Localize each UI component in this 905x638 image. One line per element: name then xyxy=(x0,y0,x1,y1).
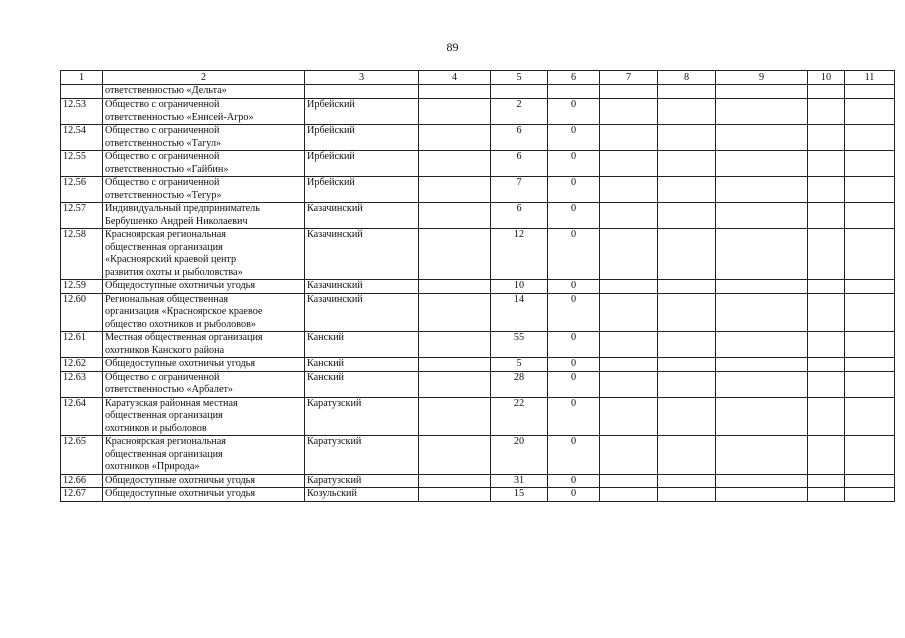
column-11-cell xyxy=(845,177,895,203)
table-row xyxy=(61,125,895,151)
row-number-cell: 12.53 xyxy=(61,99,103,125)
organization-name-cell: Общество с ограниченной ответственностью «Тегур» xyxy=(103,177,305,203)
organization-name-cell: Индивидуальный предприниматель Бербушенко Андрей Николаевич xyxy=(103,203,305,229)
organization-name-cell: Общедоступные охотничьи угодья xyxy=(103,280,305,294)
column-5-cell: 7 xyxy=(491,177,548,203)
column-9-cell xyxy=(716,358,808,372)
column-5-cell: 6 xyxy=(491,125,548,151)
column-8-cell xyxy=(658,125,716,151)
district-cell: Канский xyxy=(305,371,419,397)
row-number-cell: 12.57 xyxy=(61,203,103,229)
data-table xyxy=(60,70,895,502)
column-7-cell xyxy=(600,125,658,151)
district-cell xyxy=(305,85,419,99)
column-9-cell xyxy=(716,99,808,125)
column-header: 10 xyxy=(808,71,845,85)
column-7-cell xyxy=(600,371,658,397)
district-cell: Ирбейский xyxy=(305,177,419,203)
column-5-cell: 22 xyxy=(491,397,548,436)
column-4-cell xyxy=(419,85,491,99)
column-6-cell: 0 xyxy=(548,371,600,397)
column-6-cell: 0 xyxy=(548,203,600,229)
district-cell: Ирбейский xyxy=(305,151,419,177)
column-11-cell xyxy=(845,280,895,294)
column-8-cell xyxy=(658,203,716,229)
organization-name-cell: Красноярская региональная общественная организация охотников «Природа» xyxy=(103,436,305,475)
column-10-cell xyxy=(808,125,845,151)
row-number-cell: 12.67 xyxy=(61,488,103,502)
column-5-cell xyxy=(491,85,548,99)
column-6-cell: 0 xyxy=(548,397,600,436)
column-7-cell xyxy=(600,99,658,125)
page-number: 89 xyxy=(446,40,459,54)
column-7-cell xyxy=(600,358,658,372)
column-11-cell xyxy=(845,151,895,177)
column-4-cell xyxy=(419,436,491,475)
column-7-cell xyxy=(600,397,658,436)
column-8-cell xyxy=(658,229,716,280)
column-4-cell xyxy=(419,177,491,203)
column-8-cell xyxy=(658,332,716,358)
column-8-cell xyxy=(658,358,716,372)
district-cell: Каратузский xyxy=(305,397,419,436)
table-body xyxy=(61,85,895,502)
column-7-cell xyxy=(600,151,658,177)
column-10-cell xyxy=(808,99,845,125)
table-row xyxy=(61,293,895,332)
column-5-cell: 14 xyxy=(491,293,548,332)
column-5-cell: 6 xyxy=(491,151,548,177)
column-5-cell: 28 xyxy=(491,371,548,397)
column-8-cell xyxy=(658,474,716,488)
table-row xyxy=(61,85,895,99)
district-cell: Канский xyxy=(305,358,419,372)
table-row xyxy=(61,358,895,372)
column-7-cell xyxy=(600,177,658,203)
column-6-cell: 0 xyxy=(548,358,600,372)
column-8-cell xyxy=(658,436,716,475)
column-9-cell xyxy=(716,293,808,332)
column-6-cell: 0 xyxy=(548,488,600,502)
column-4-cell xyxy=(419,397,491,436)
row-number-cell xyxy=(61,85,103,99)
row-number-cell: 12.54 xyxy=(61,125,103,151)
row-number-cell: 12.60 xyxy=(61,293,103,332)
column-header: 3 xyxy=(305,71,419,85)
column-4-cell xyxy=(419,293,491,332)
column-6-cell xyxy=(548,85,600,99)
district-cell: Казачинский xyxy=(305,293,419,332)
column-7-cell xyxy=(600,488,658,502)
column-10-cell xyxy=(808,203,845,229)
column-5-cell: 31 xyxy=(491,474,548,488)
organization-name-cell: Общедоступные охотничьи угодья xyxy=(103,474,305,488)
row-number-cell: 12.61 xyxy=(61,332,103,358)
column-10-cell xyxy=(808,151,845,177)
column-11-cell xyxy=(845,436,895,475)
column-11-cell xyxy=(845,203,895,229)
column-4-cell xyxy=(419,371,491,397)
row-number-cell: 12.56 xyxy=(61,177,103,203)
column-11-cell xyxy=(845,293,895,332)
column-10-cell xyxy=(808,332,845,358)
column-11-cell xyxy=(845,99,895,125)
organization-name-cell: Общедоступные охотничьи угодья xyxy=(103,488,305,502)
column-9-cell xyxy=(716,371,808,397)
organization-name-cell: Общество с ограниченной ответственностью «Тагул» xyxy=(103,125,305,151)
column-5-cell: 5 xyxy=(491,358,548,372)
table-row xyxy=(61,474,895,488)
column-11-cell xyxy=(845,371,895,397)
table-row xyxy=(61,488,895,502)
table-row xyxy=(61,99,895,125)
column-11-cell xyxy=(845,474,895,488)
column-6-cell: 0 xyxy=(548,177,600,203)
column-5-cell: 12 xyxy=(491,229,548,280)
column-5-cell: 10 xyxy=(491,280,548,294)
district-cell: Ирбейский xyxy=(305,99,419,125)
row-number-cell: 12.66 xyxy=(61,474,103,488)
table-row xyxy=(61,436,895,475)
column-8-cell xyxy=(658,177,716,203)
column-header: 8 xyxy=(658,71,716,85)
column-5-cell: 15 xyxy=(491,488,548,502)
table-row xyxy=(61,177,895,203)
row-number-cell: 12.58 xyxy=(61,229,103,280)
row-number-cell: 12.63 xyxy=(61,371,103,397)
table-row xyxy=(61,151,895,177)
column-10-cell xyxy=(808,436,845,475)
column-4-cell xyxy=(419,280,491,294)
district-cell: Казачинский xyxy=(305,203,419,229)
table-row xyxy=(61,229,895,280)
column-header: 6 xyxy=(548,71,600,85)
column-11-cell xyxy=(845,85,895,99)
column-4-cell xyxy=(419,151,491,177)
row-number-cell: 12.65 xyxy=(61,436,103,475)
row-number-cell: 12.55 xyxy=(61,151,103,177)
column-6-cell: 0 xyxy=(548,125,600,151)
column-8-cell xyxy=(658,488,716,502)
organization-name-cell: Общедоступные охотничьи угодья xyxy=(103,358,305,372)
organization-name-cell: Каратузская районная местная общественная организация охотников и рыболовов xyxy=(103,397,305,436)
column-header: 5 xyxy=(491,71,548,85)
organization-name-cell: Местная общественная организация охотников Канского района xyxy=(103,332,305,358)
header-row xyxy=(61,71,895,85)
column-6-cell: 0 xyxy=(548,151,600,177)
organization-name-cell: Общество с ограниченной ответственностью «Енисей-Агро» xyxy=(103,99,305,125)
column-9-cell xyxy=(716,85,808,99)
table-row xyxy=(61,203,895,229)
column-9-cell xyxy=(716,397,808,436)
column-header: 9 xyxy=(716,71,808,85)
column-9-cell xyxy=(716,436,808,475)
district-cell: Козульский xyxy=(305,488,419,502)
column-10-cell xyxy=(808,488,845,502)
column-8-cell xyxy=(658,280,716,294)
column-10-cell xyxy=(808,474,845,488)
column-4-cell xyxy=(419,99,491,125)
row-number-cell: 12.62 xyxy=(61,358,103,372)
column-6-cell: 0 xyxy=(548,280,600,294)
column-4-cell xyxy=(419,229,491,280)
column-8-cell xyxy=(658,397,716,436)
table-row xyxy=(61,371,895,397)
organization-name-cell: Общество с ограниченной ответственностью «Гайбин» xyxy=(103,151,305,177)
column-10-cell xyxy=(808,85,845,99)
column-8-cell xyxy=(658,151,716,177)
column-11-cell xyxy=(845,358,895,372)
column-10-cell xyxy=(808,371,845,397)
column-5-cell: 20 xyxy=(491,436,548,475)
row-number-cell: 12.59 xyxy=(61,280,103,294)
organization-name-cell: Региональная общественная организация «Красноярское краевое общество охотников и рыболовов» xyxy=(103,293,305,332)
column-header: 2 xyxy=(103,71,305,85)
organization-name-cell: Красноярская региональная общественная организация «Красноярский краевой центр развития охоты и рыболовства» xyxy=(103,229,305,280)
column-11-cell xyxy=(845,488,895,502)
column-4-cell xyxy=(419,474,491,488)
column-8-cell xyxy=(658,293,716,332)
column-8-cell xyxy=(658,85,716,99)
column-6-cell: 0 xyxy=(548,229,600,280)
column-7-cell xyxy=(600,474,658,488)
column-9-cell xyxy=(716,474,808,488)
column-7-cell xyxy=(600,293,658,332)
column-11-cell xyxy=(845,229,895,280)
column-6-cell: 0 xyxy=(548,436,600,475)
column-4-cell xyxy=(419,125,491,151)
column-10-cell xyxy=(808,293,845,332)
table-row xyxy=(61,332,895,358)
column-10-cell xyxy=(808,280,845,294)
district-cell: Казачинский xyxy=(305,229,419,280)
district-cell: Каратузский xyxy=(305,474,419,488)
district-cell: Ирбейский xyxy=(305,125,419,151)
column-9-cell xyxy=(716,151,808,177)
column-header: 7 xyxy=(600,71,658,85)
column-8-cell xyxy=(658,99,716,125)
district-cell: Каратузский xyxy=(305,436,419,475)
column-9-cell xyxy=(716,125,808,151)
row-number-cell: 12.64 xyxy=(61,397,103,436)
column-7-cell xyxy=(600,280,658,294)
column-9-cell xyxy=(716,332,808,358)
column-6-cell: 0 xyxy=(548,332,600,358)
column-7-cell xyxy=(600,436,658,475)
column-5-cell: 6 xyxy=(491,203,548,229)
column-4-cell xyxy=(419,358,491,372)
organization-name-cell: ответственностью «Дельта» xyxy=(103,85,305,99)
column-5-cell: 2 xyxy=(491,99,548,125)
column-4-cell xyxy=(419,332,491,358)
column-9-cell xyxy=(716,177,808,203)
district-cell: Канский xyxy=(305,332,419,358)
column-8-cell xyxy=(658,371,716,397)
column-header: 11 xyxy=(845,71,895,85)
column-11-cell xyxy=(845,332,895,358)
column-7-cell xyxy=(600,85,658,99)
column-10-cell xyxy=(808,177,845,203)
column-5-cell: 55 xyxy=(491,332,548,358)
column-7-cell xyxy=(600,229,658,280)
column-9-cell xyxy=(716,488,808,502)
table-row xyxy=(61,280,895,294)
column-4-cell xyxy=(419,488,491,502)
column-4-cell xyxy=(419,203,491,229)
column-6-cell: 0 xyxy=(548,293,600,332)
column-7-cell xyxy=(600,332,658,358)
column-7-cell xyxy=(600,203,658,229)
table-row xyxy=(61,397,895,436)
column-10-cell xyxy=(808,397,845,436)
column-11-cell xyxy=(845,125,895,151)
column-6-cell: 0 xyxy=(548,474,600,488)
organization-name-cell: Общество с ограниченной ответственностью «Арбалет» xyxy=(103,371,305,397)
district-cell: Казачинский xyxy=(305,280,419,294)
column-10-cell xyxy=(808,358,845,372)
column-9-cell xyxy=(716,280,808,294)
column-9-cell xyxy=(716,203,808,229)
column-10-cell xyxy=(808,229,845,280)
column-header: 4 xyxy=(419,71,491,85)
column-header: 1 xyxy=(61,71,103,85)
column-9-cell xyxy=(716,229,808,280)
column-11-cell xyxy=(845,397,895,436)
column-6-cell: 0 xyxy=(548,99,600,125)
